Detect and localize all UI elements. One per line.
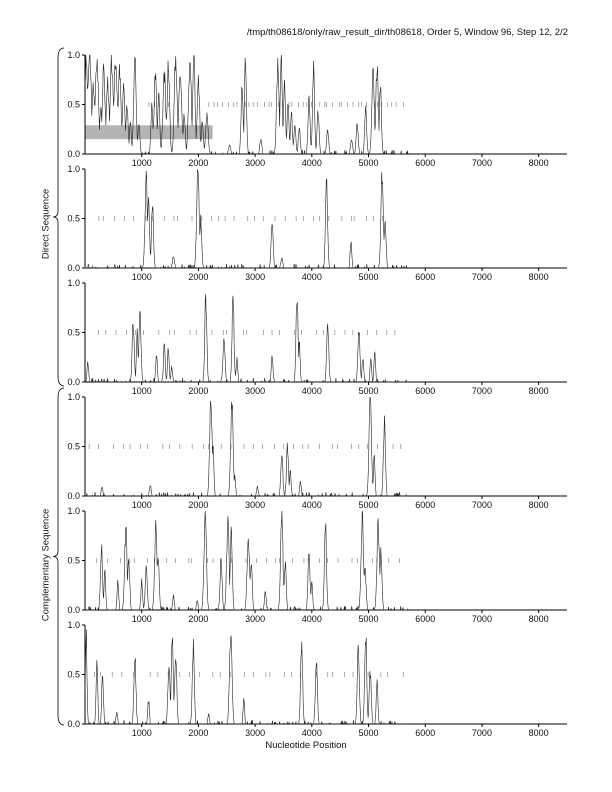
panel-6 [67,620,567,738]
panel-2 [67,164,567,282]
group-brackets [53,48,64,725]
y-tick-label: 0.5 [67,213,80,224]
panel-4 [67,392,567,510]
x-tick-label: 1000 [131,728,152,738]
x-tick-label: 4000 [301,500,322,510]
y-tick-label: 0.0 [67,377,80,387]
y-tick-label: 0.5 [67,669,80,680]
x-tick-label: 7000 [471,386,492,396]
complementary-sequence-label: Complementary Sequence [40,508,52,622]
panel-1 [67,50,567,168]
y-tick-label: 1.0 [67,50,80,60]
x-tick-label: 3000 [245,272,266,282]
chart-panels [67,50,567,738]
x-tick-label: 8000 [528,500,549,510]
x-tick-label: 5000 [358,386,379,396]
panel-5 [67,506,567,624]
y-tick-label: 1.0 [67,620,80,630]
y-tick-label: 0.0 [67,263,80,273]
x-tick-label: 2000 [188,614,209,624]
x-tick-label: 5000 [358,272,379,282]
shaded-region [85,125,213,139]
x-tick-label: 3000 [245,158,266,168]
x-tick-label: 6000 [415,500,436,510]
x-tick-label: 3000 [245,728,266,738]
y-tick-label: 0.5 [67,99,80,110]
x-tick-label: 4000 [301,386,322,396]
x-tick-label: 4000 [301,614,322,624]
x-tick-label: 1000 [131,500,152,510]
x-tick-label: 7000 [471,728,492,738]
x-tick-label: 3000 [245,500,266,510]
x-tick-label: 7000 [471,272,492,282]
x-tick-label: 5000 [358,158,379,168]
y-tick-label: 1.0 [67,392,80,402]
direct-sequence-label: Direct Sequence [40,188,52,260]
file-path-header: /tmp/th08618/only/raw_result_dir/th08618, Order 5, Window 96, Step 12, 2/2 [246,27,568,38]
series-line [85,397,408,496]
x-tick-label: 3000 [245,386,266,396]
x-tick-label: 1000 [131,386,152,396]
y-tick-label: 1.0 [67,164,80,174]
y-tick-label: 1.0 [67,506,80,516]
x-tick-label: 5000 [358,614,379,624]
series-line [85,511,408,610]
x-tick-label: 1000 [131,272,152,282]
complementary-group-bracket [53,388,64,725]
x-tick-label: 4000 [301,158,322,168]
x-axis-title: Nucleotide Position [265,740,347,751]
y-tick-label: 0.0 [67,719,80,729]
x-tick-label: 8000 [528,272,549,282]
series-line [85,294,408,382]
x-tick-label: 4000 [301,728,322,738]
x-tick-label: 1000 [131,614,152,624]
y-tick-label: 0.5 [67,441,80,452]
x-tick-label: 2000 [188,500,209,510]
x-tick-label: 7000 [471,500,492,510]
x-tick-label: 7000 [471,614,492,624]
x-tick-label: 2000 [188,272,209,282]
x-tick-label: 2000 [188,386,209,396]
x-tick-label: 7000 [471,158,492,168]
y-tick-label: 0.0 [67,149,80,159]
x-tick-label: 2000 [188,158,209,168]
y-tick-label: 0.5 [67,555,80,566]
x-tick-label: 1000 [131,158,152,168]
y-tick-label: 0.5 [67,327,80,338]
x-tick-label: 6000 [415,158,436,168]
x-tick-label: 8000 [528,158,549,168]
x-tick-label: 5000 [358,500,379,510]
y-tick-label: 0.0 [67,605,80,615]
x-tick-label: 6000 [415,728,436,738]
x-tick-label: 5000 [358,728,379,738]
x-tick-label: 6000 [415,272,436,282]
x-tick-label: 2000 [188,728,209,738]
x-tick-label: 8000 [528,728,549,738]
x-tick-label: 8000 [528,386,549,396]
x-tick-label: 6000 [415,614,436,624]
panel-3 [67,278,567,396]
x-tick-label: 6000 [415,386,436,396]
x-tick-label: 3000 [245,614,266,624]
x-tick-label: 8000 [528,614,549,624]
y-tick-label: 0.0 [67,491,80,501]
direct-group-bracket [53,48,64,386]
x-tick-label: 4000 [301,272,322,282]
y-tick-label: 1.0 [67,278,80,288]
